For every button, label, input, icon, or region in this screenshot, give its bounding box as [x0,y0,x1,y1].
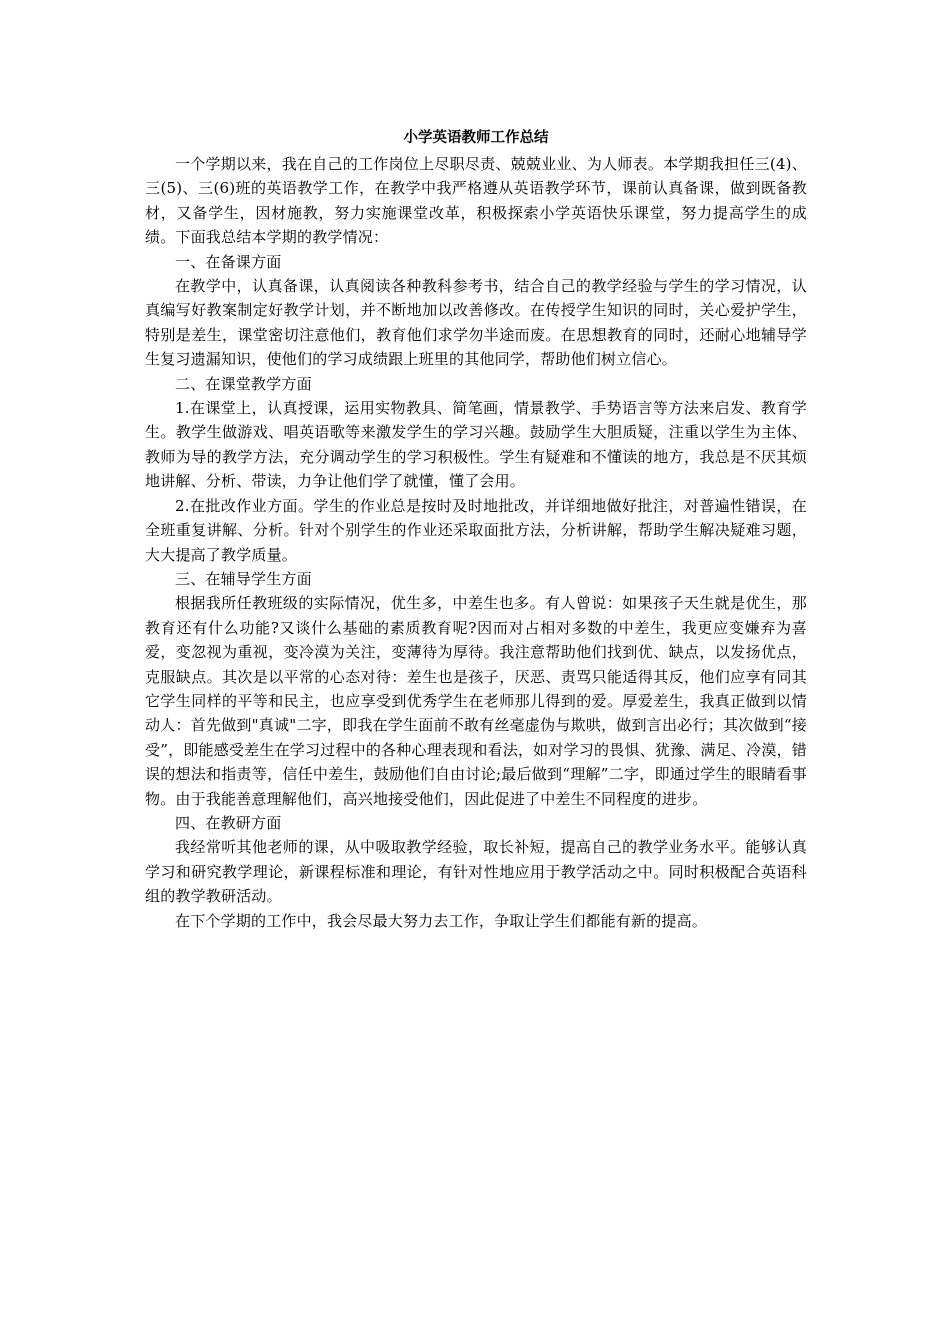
classroom-paragraph-1: 1.在课堂上，认真授课，运用实物教具、简笔画，情景教学、手势语言等方法来启发、教育学生。教学生做游戏、唱英语歌等来激发学生的学习兴趣。鼓励学生大胆质疑，注重以学生为主体、教师为导的教学方法，充分调动学生的学习积极性。学生有疑难和不懂读的地方，我总是不厌其烦地讲解、分析、带读，力争让他们学了就懂，懂了会用。 [145,399,807,491]
lesson-prep-paragraph: 在教学中，认真备课，认真阅读各种教科参考书，结合自己的教学经验与学生的学习情况，认真编写好教案制定好教学计划，并不断地加以改善修改。在传授学生知识的同时，关心爱护学生，特别是差生，课堂密切注意他们，教育他们求学勿半途而废。在思想教育的同时，还耐心地辅导学生复习遗漏知识，使他们的学习成绩跟上班里的其他同学，帮助他们树立信心。 [145,277,807,369]
section-heading-classroom: 二、在课堂教学方面 [175,374,312,393]
research-paragraph: 我经常听其他老师的课，从中吸取教学经验，取长补短，提高自己的教学业务水平。能够认真学习和研究教学理论，新课程标准和理论，有针对性地应用于教学活动之中。同时积极配合英语科组的教学教研活动。 [145,838,807,906]
document-title: 小学英语教师工作总结 [403,129,549,146]
document-page [145,128,807,933]
classroom-paragraph-2: 2.在批改作业方面。学生的作业总是按时及时地批改，并详细地做好批注，对普遍性错误，在全班重复讲解、分析。针对个别学生的作业还采取面批方法，分析讲解，帮助学生解决疑难习题，大大提高了教学质量。 [145,496,807,564]
tutoring-paragraph: 根据我所任教班级的实际情况，优生多，中差生也多。有人曾说：如果孩子天生就是优生，那教育还有什么功能?又谈什么基础的素质教育呢?因而对占相对多数的中差生，我更应变嫌弃为喜爱，变忽视为重视，变冷漠为关注，变薄待为厚待。我注意帮助他们找到优、缺点，以发扬优点，克服缺点。其次是以平常的心态对待：差生也是孩子，厌恶、责骂只能适得其反，他们应享有同其它学生同样的平等和民主，也应享受到优秀学生在老师那儿得到的爱。厚爱差生，我真正做到以情动人：首先做到"真诚"二字，即我在学生面前不敢有丝毫虚伪与欺哄，做到言出必行；其次做到“接受”，即能感受差生在学习过程中的各种心理表现和看法，如对学习的畏惧、犹豫、满足、冷漠，错误的想法和指责等，信任中差生，鼓励他们自由讨论;最后做到“理解”二字，即通过学生的眼睛看事物。由于我能善意理解他们，高兴地接受他们，因此促进了中差生不同程度的进步。 [145,594,807,808]
section-heading-lesson-prep: 一、在备课方面 [175,252,282,271]
closing-paragraph: 在下个学期的工作中，我会尽最大努力去工作，争取让学生们都能有新的提高。 [175,911,708,930]
section-heading-research: 四、在教研方面 [175,813,282,832]
section-heading-tutoring: 三、在辅导学生方面 [175,569,312,588]
intro-paragraph: 一个学期以来，我在自己的工作岗位上尽职尽责、兢兢业业、为人师表。本学期我担任三(4)、三(5)、三(6)班的英语教学工作，在教学中我严格遵从英语教学环节，课前认真备课，做到既备教材，又备学生，因材施教，努力实施课堂改革，积极探索小学英语快乐课堂，努力提高学生的成绩。下面我总结本学期的教学情况： [145,155,807,247]
